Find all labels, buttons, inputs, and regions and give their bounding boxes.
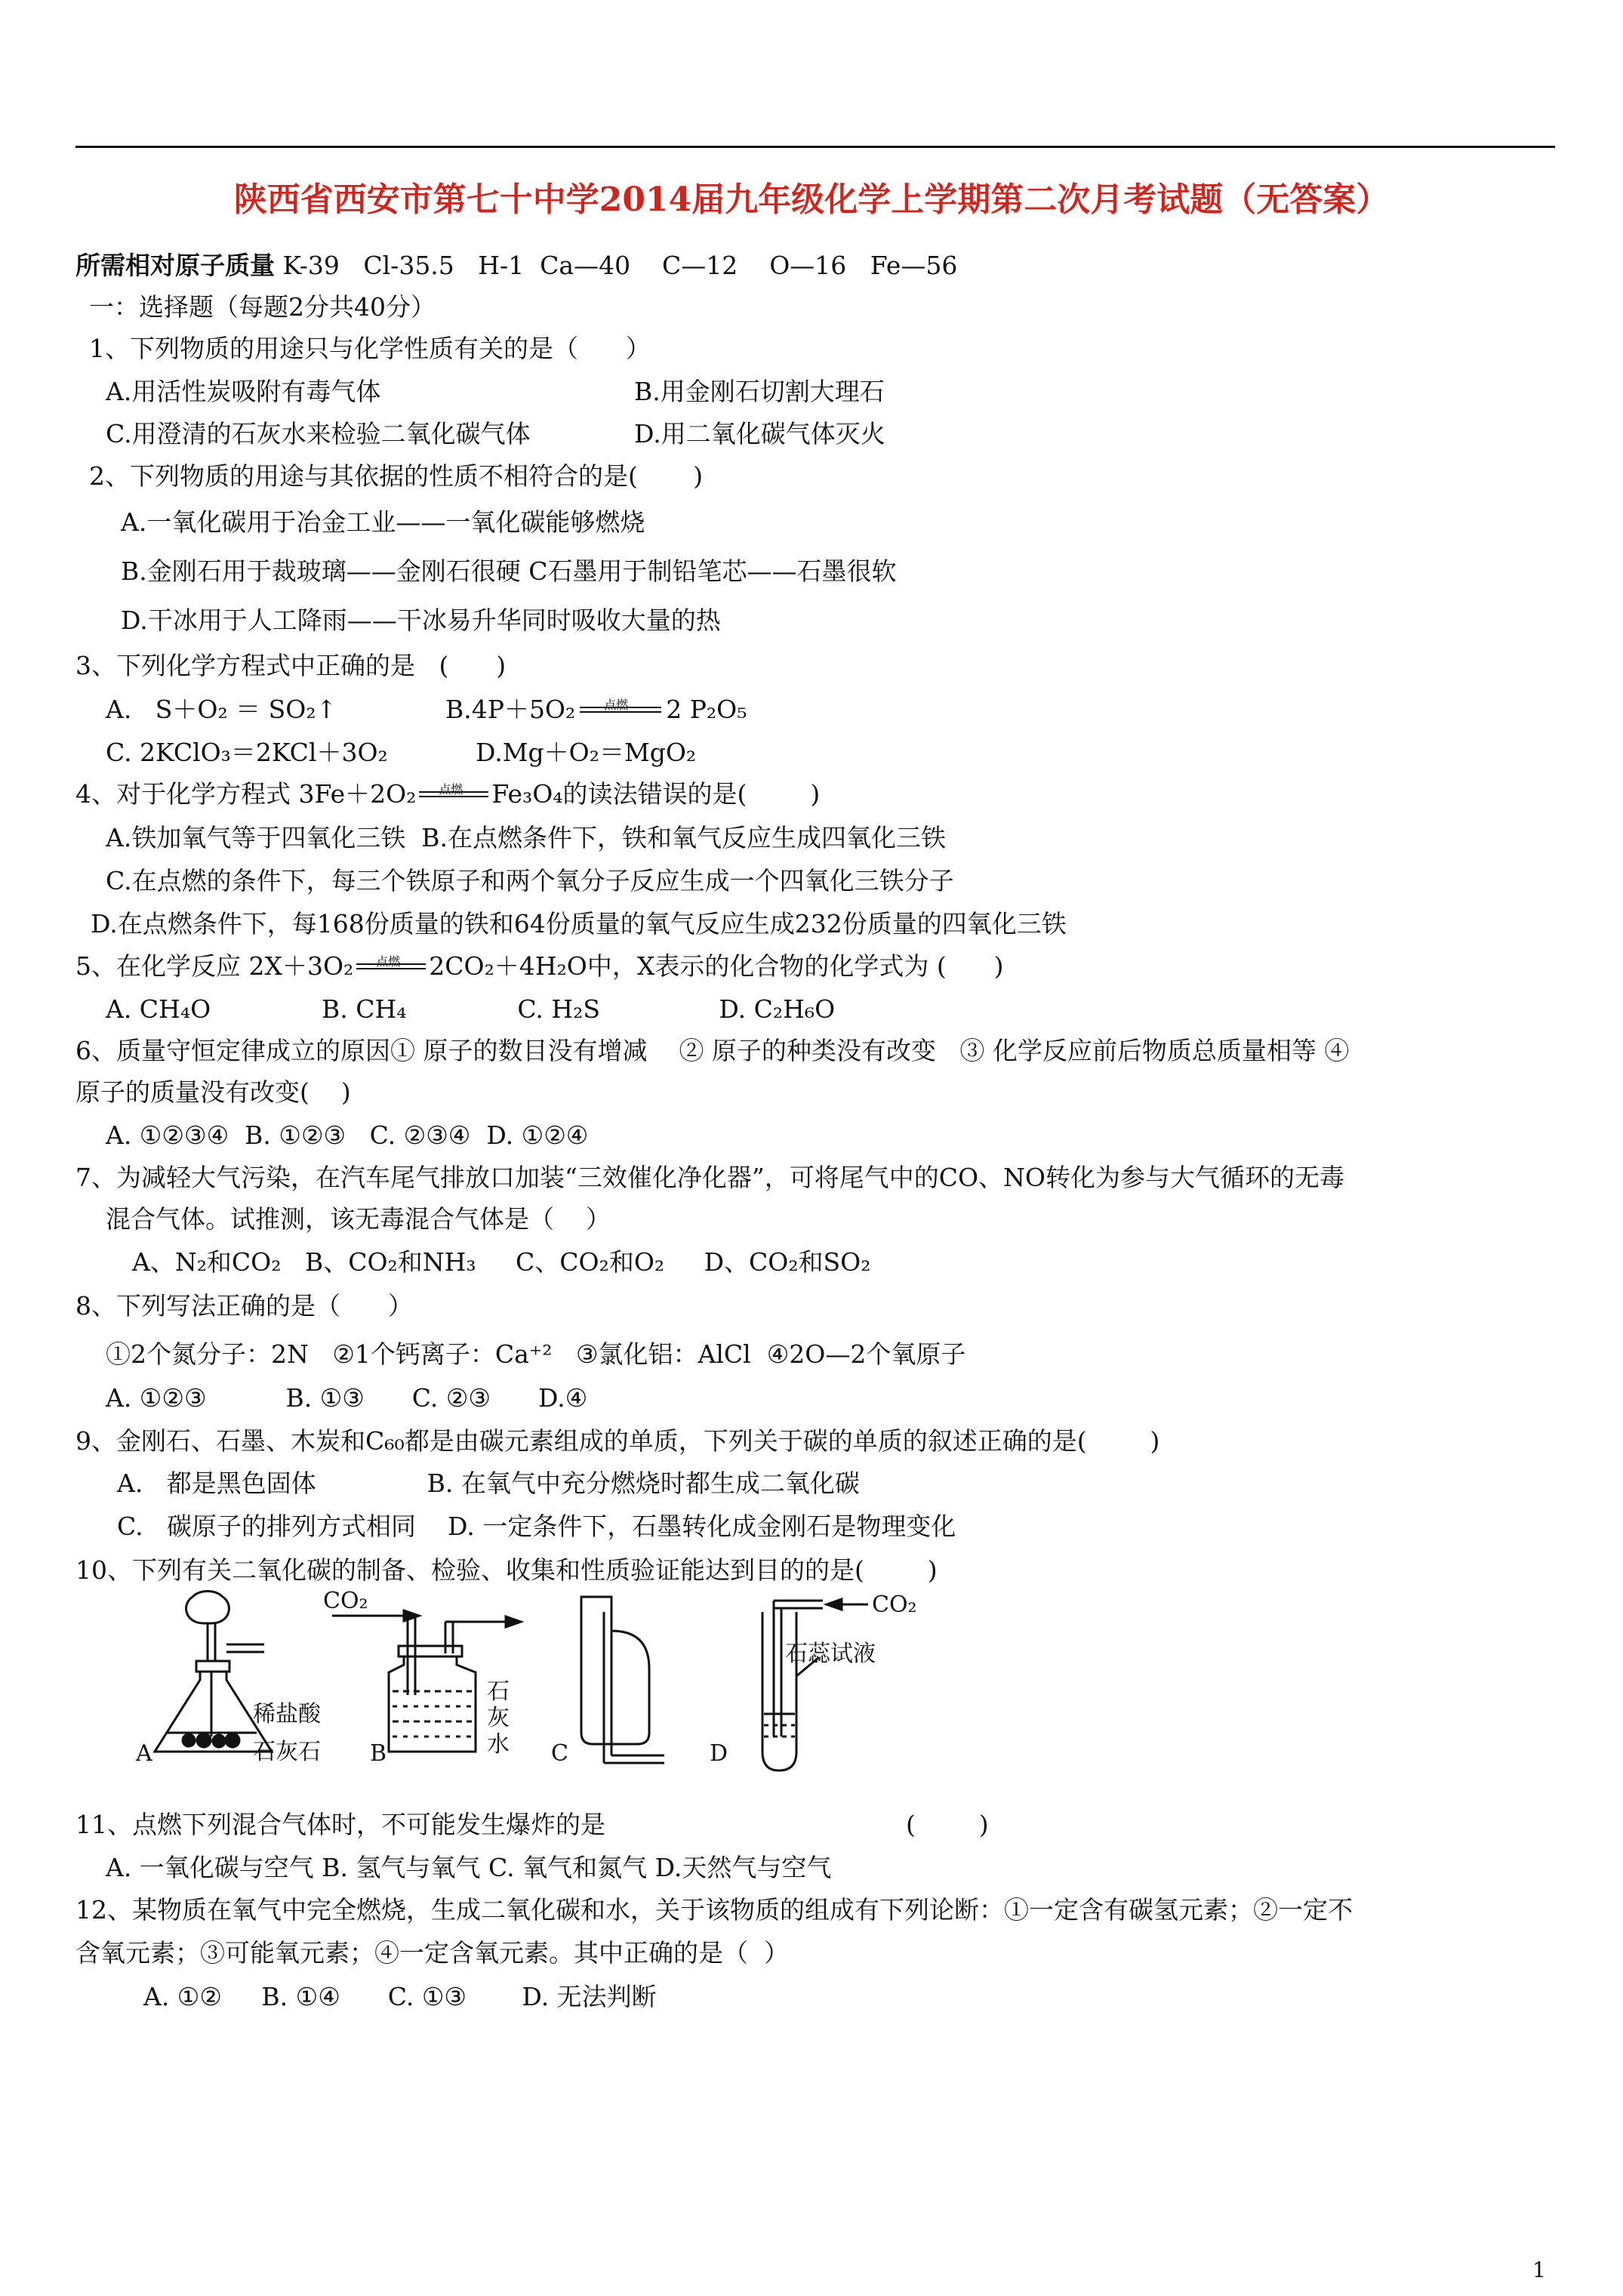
q11-paren: ( ): [906, 1810, 989, 1839]
label-d: D: [710, 1740, 728, 1767]
label-litmus: 石蕊试液: [785, 1641, 876, 1667]
q1-option-d: D.用二氧化碳气体灭火: [634, 419, 885, 448]
q7-stem-line1: 7、为减轻大气污染，在汽车尾气排放口加装“三效催化净化器”，可将尾气中的CO、NO转化为参与大气循环的无毒: [75, 1163, 1344, 1192]
q2-stem: 2、下列物质的用途与其依据的性质不相符合的是( ): [89, 461, 704, 491]
label-a: A: [136, 1740, 152, 1767]
q4-option-ab: A.铁加氧气等于四氧化三铁 B.在点燃条件下，铁和氧气反应生成四氧化三铁: [106, 823, 947, 852]
q3-option-d: D.Mg＋O₂＝MgO₂: [476, 738, 697, 767]
q11-stem: 11、点燃下列混合气体时，不可能发生爆炸的是: [75, 1810, 605, 1839]
label-acid: 稀盐酸: [253, 1701, 321, 1727]
q3-stem: 3、下列化学方程式中正确的是 ( ): [75, 651, 507, 680]
q10-apparatus-figure: [121, 1586, 989, 1774]
q12-stem-line2: 含氧元素；③可能氧元素；④一定含氧元素。其中正确的是（ ）: [75, 1938, 789, 1968]
q5-stem: 5、在化学反应 2X＋3O₂ 点燃 2CO₂＋4H₂O中，X表示的化合物的化学式为 ( ): [75, 951, 1004, 981]
q5-options: A. CH₄O B. CH₄ C. H₂S D. C₂H₆O: [106, 994, 836, 1024]
q1-option-a: A.用活性炭吸附有毒气体: [106, 377, 381, 406]
label-b: B: [370, 1740, 387, 1767]
q8-stem: 8、下列写法正确的是（ ）: [75, 1291, 413, 1321]
label-limewater-3: 水: [487, 1731, 510, 1758]
atomic-mass-values: K-39 Cl-35.5 H-1 Ca—40 C—12 O—16 Fe—56: [282, 251, 958, 280]
q6-options: A. ①②③④ B. ①②③ C. ②③④ D. ①②④: [106, 1120, 589, 1150]
q12-options: A. ①② B. ①④ C. ①③ D. 无法判断: [143, 1982, 657, 2011]
q4-option-c: C.在点燃的条件下，每三个铁原子和两个氧分子反应生成一个四氧化三铁分子: [106, 866, 954, 895]
q9-option-ab: A. 都是黑色固体 B. 在氧气中充分燃烧时都生成二氧化碳: [117, 1469, 860, 1498]
q1-option-b: B.用金刚石切割大理石: [634, 377, 885, 406]
q7-stem-line2: 混合气体。试推测，该无毒混合气体是（ ）: [106, 1204, 611, 1234]
atomic-mass-label: 所需相对原子质量: [75, 251, 275, 280]
q11-options: A. 一氧化碳与空气 B. 氢气与氧气 C. 氧气和氮气 D.天然气与空气: [106, 1853, 832, 1882]
q2-option-bc: B.金刚石用于裁玻璃——金刚石很硬 C石墨用于制铅笔芯——石墨很软: [121, 556, 897, 586]
q3-option-c: C. 2KClO₃＝2KCl＋3O₂: [106, 738, 388, 767]
q4-stem: 4、对于化学方程式 3Fe＋2O₂ 点燃 Fe₃O₄的读法错误的是( ): [75, 779, 821, 809]
q6-stem-line2: 原子的质量没有改变( ): [75, 1077, 351, 1107]
q1-option-c: C.用澄清的石灰水来检验二氧化碳气体: [106, 419, 531, 448]
label-limestone: 石灰石: [253, 1739, 321, 1765]
apparatus-a: [155, 1592, 272, 1752]
label-c: C: [551, 1740, 568, 1767]
q1-stem: 1、下列物质的用途只与化学性质有关的是（ ）: [89, 334, 651, 363]
q12-stem-line1: 12、某物质在氧气中完全燃烧，生成二氧化碳和水，关于该物质的组成有下列论断：①一定含有碳氢元素；②一定不: [75, 1895, 1353, 1925]
apparatus-d: [762, 1599, 868, 1771]
q8-items: ①2个氮分子：2N ②1个钙离子：Ca⁺² ③氯化铝：AlCl ④2O—2个氧原子: [106, 1339, 966, 1369]
label-co2-in: CO₂: [323, 1588, 368, 1614]
page-number: 1: [1532, 2257, 1546, 2282]
q6-stem-line1: 6、质量守恒定律成立的原因① 原子的数目没有增减 ② 原子的种类没有改变 ③ 化学反应前后物质总质量相等 ④: [75, 1036, 1350, 1065]
label-limewater-2: 灰: [487, 1705, 510, 1731]
q2-option-a: A.一氧化碳用于冶金工业——一氧化碳能够燃烧: [121, 507, 645, 537]
q3-option-b: B.4P＋5O₂ 点燃 2 P₂O₅: [445, 695, 747, 724]
q7-options: A、N₂和CO₂ B、CO₂和NH₃ C、CO₂和O₂ D、CO₂和SO₂: [132, 1247, 871, 1277]
q8-options: A. ①②③ B. ①③ C. ②③ D.④: [106, 1383, 588, 1413]
top-rule: [75, 146, 1555, 148]
q4-option-d: D.在点燃条件下，每168份质量的铁和64份质量的氧气反应生成232份质量的四氧化三铁: [91, 909, 1067, 938]
q3-option-a: A. S＋O₂ ＝ SO₂↑: [106, 695, 337, 724]
page-title: 陕西省西安市第七十中学2014届九年级化学上学期第二次月考试题（无答案）: [233, 180, 1390, 219]
label-limewater-1: 石: [487, 1678, 510, 1705]
q9-stem: 9、金刚石、石墨、木炭和C₆₀都是由碳元素组成的单质，下列关于碳的单质的叙述正确的是( ): [75, 1426, 1160, 1456]
q2-option-d: D.干冰用于人工降雨——干冰易升华同时吸收大量的热: [121, 606, 721, 635]
apparatus-c: [581, 1597, 664, 1763]
q10-stem: 10、下列有关二氧化碳的制备、检验、收集和性质验证能达到目的的是( ): [75, 1555, 938, 1585]
label-co2-d: CO₂: [872, 1592, 917, 1618]
section-heading: 一：选择题（每题2分共40分）: [89, 292, 436, 322]
atomic-mass-line: [75, 249, 957, 282]
q9-option-cd: C. 碳原子的排列方式相同 D. 一定条件下，石墨转化成金刚石是物理变化: [117, 1512, 956, 1541]
